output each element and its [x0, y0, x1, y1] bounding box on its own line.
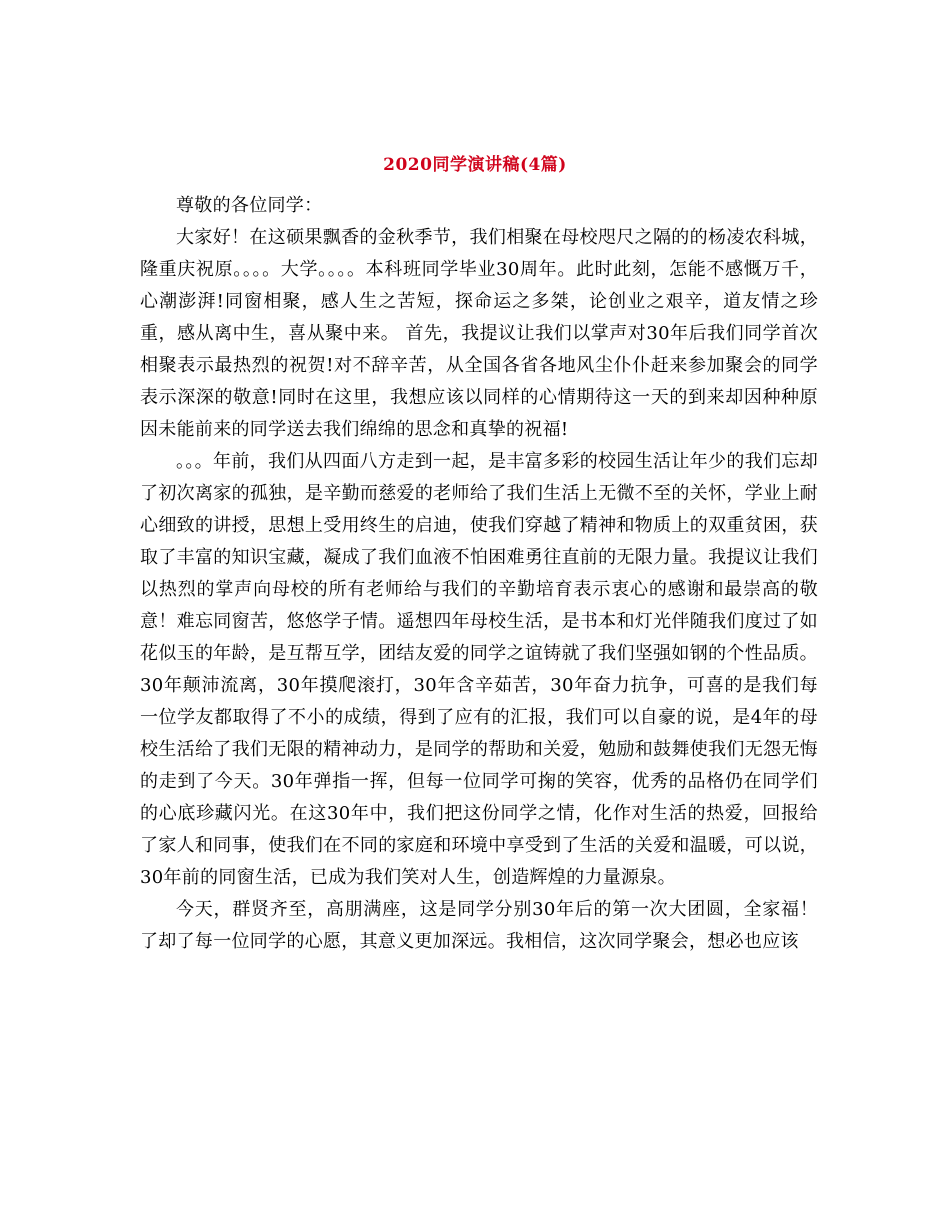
paragraph-2: 。。。年前，我们从四面八方走到一起，是丰富多彩的校园生活让年少的我们忘却了初次离家的孤独，是辛勤而慈爱的老师给了我们生活上无微不至的关怀，学业上耐心细致的讲授，思想上受用终生的启迪，使我们穿越了精神和物质上的双重贫困，获取了丰富的知识宝藏，凝成了我们血液不怕困难勇往直前的无限力量。我提议让我们以热烈的掌声向母校的所有老师给与我们的辛勤培育表示衷心的感谢和最崇高的敬意！难忘同窗苦，悠悠学子情。遥想四年母校生活，是书本和灯光伴随我们度过了如花似玉的年龄，是互帮互学，团结友爱的同学之谊铸就了我们坚强如钢的个性品质。30年颠沛流离，30年摸爬滚打，30年含辛茹苦，30年奋力抗争，可喜的是我们每一位学友都取得了不小的成绩，得到了应有的汇报，我们可以自豪的说，是4年的母校生活给了我们无限的精神动力，是同学的帮助和关爱，勉励和鼓舞使我们无怨无悔的走到了今天。30年弹指一挥，但每一位同学可掬的笑容，优秀的品格仍在同学们的心底珍藏闪光。在这30年中，我们把这份同学之情，化作对生活的热爱，回报给了家人和同事，使我们在不同的家庭和环境中享受到了生活的关爱和温暖，可以说，30年前的同窗生活，已成为我们笑对人生，创造辉煌的力量源泉。 — [140, 451, 818, 888]
paragraph-3: 今天，群贤齐至，高朋满座，这是同学分别30年后的第一次大团圆，全家福！了却了每一位同学的心愿，其意义更加深远。我相信，这次同学聚会，想必也应该 — [140, 899, 818, 952]
salutation: 尊敬的各位同学： — [176, 195, 323, 216]
paragraph-1: 大家好！在这硕果飘香的金秋季节，我们相聚在母校咫尺之隔的的杨凌农科城，隆重庆祝原。。。。大学。。。。本科班同学毕业30周年。此时此刻，怎能不感慨万千，心潮澎湃!同窗相聚，感人生之苦短，探命运之多桀，论创业之艰辛，道友情之珍重，感从离中生，喜从聚中来。 首先，我提议让我们以掌声对30年后我们同学首次相聚表示最热烈的祝贺!对不辞辛苦，从全国各省各地风尘仆仆赶来参加聚会的同学表示深深的敬意!同时在这里，我想应该以同样的心情期待这一天的到来却因种种原因未能前来的同学送去我们绵绵的思念和真挚的祝福! — [140, 227, 818, 440]
document-body — [140, 190, 818, 958]
document-title: 2020同学演讲稿(4篇) — [383, 155, 567, 175]
